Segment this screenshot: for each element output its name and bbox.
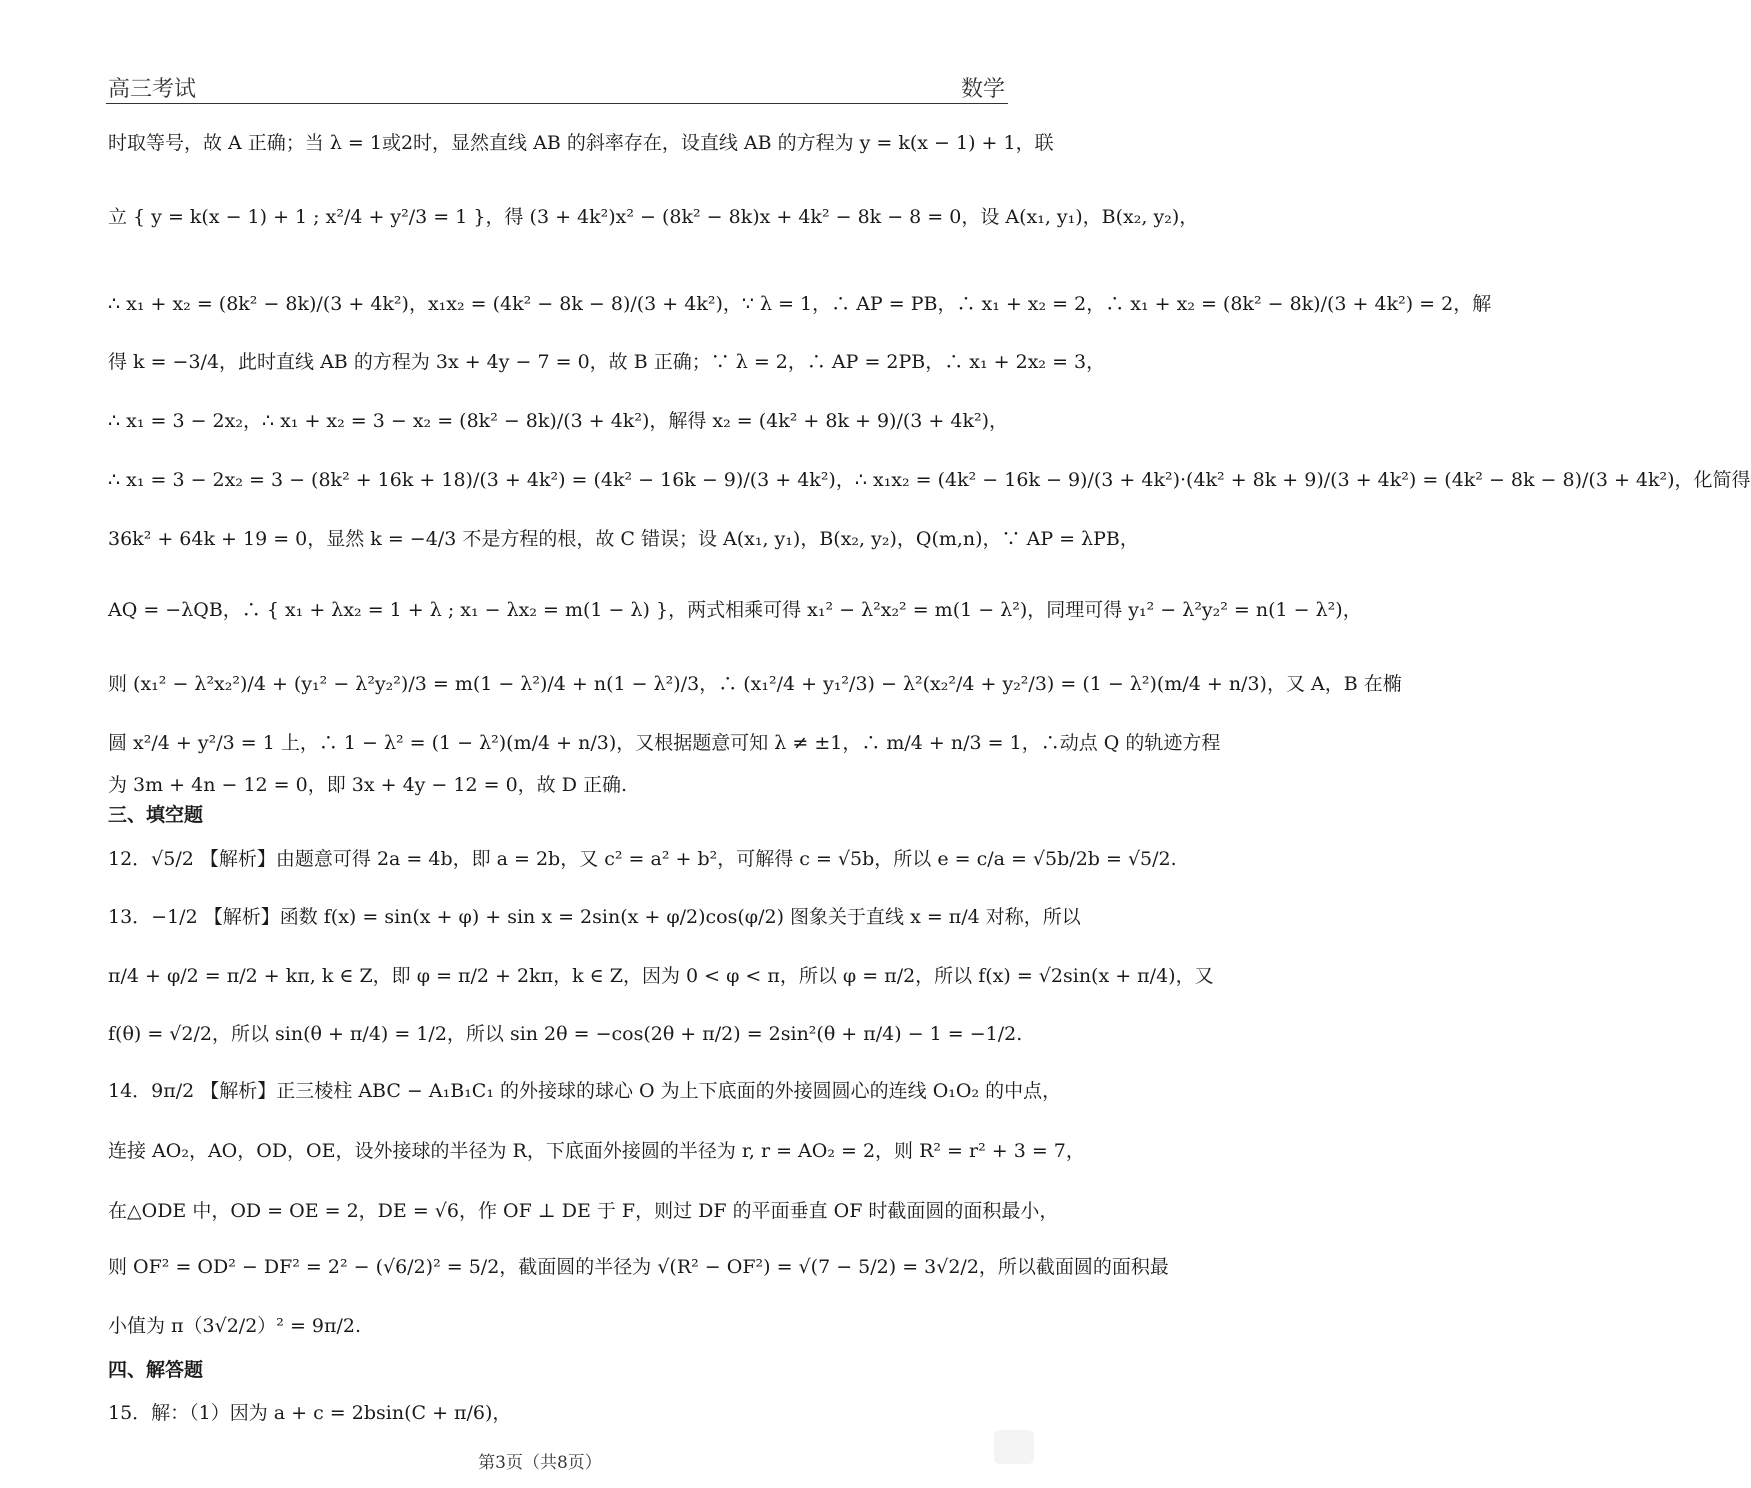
- page-number: 第3页（共8页）: [478, 1453, 602, 1473]
- text-line: 则 (x₁² − λ²x₂²)/4 + (y₁² − λ²y₂²)/3 = m(1 − λ²)/4 + n(1 − λ²)/3，∴ (x₁²/4 + y₁²/3) − λ²(x₂²/4 + y₂²/3) = (1 − λ²)(m/4 + n/3)，又 A，B 在椭: [108, 673, 1402, 695]
- question-14-line: 14．9π/2 【解析】正三棱柱 ABC − A₁B₁C₁ 的外接球的球心 O 为上下底面的外接圆圆心的连线 O₁O₂ 的中点，: [108, 1080, 1062, 1102]
- text-line: 为 3m + 4n − 12 = 0，即 3x + 4y − 12 = 0，故 D 正确.: [108, 774, 628, 796]
- header-subject-left: 高三考试: [108, 77, 197, 102]
- question-13-line: π/4 + φ/2 = π/2 + kπ, k ∈ Z，即 φ = π/2 + 2kπ，k ∈ Z，因为 0 < φ < π，所以 φ = π/2，所以 f(x) = √2sin(x + π/4)，又: [108, 965, 1214, 987]
- question-14-line: 在△ODE 中，OD = OE = 2，DE = √6，作 OF ⊥ DE 于 F，则过 DF 的平面垂直 OF 时截面圆的面积最小，: [108, 1200, 1059, 1222]
- text-line: 立 { y = k(x − 1) + 1 ; x²/4 + y²/3 = 1 }，得 (3 + 4k²)x² − (8k² − 8k)x + 4k² − 8k − 8 = 0，设 A(x₁, y₁)，B(x₂, y₂)，: [108, 206, 1199, 228]
- text-line: ∴ x₁ + x₂ = (8k² − 8k)/(3 + 4k²)，x₁x₂ = (4k² − 8k − 8)/(3 + 4k²)，∵ λ = 1，∴ AP = PB，∴ x₁ + x₂ = 2，∴ x₁ + x₂ = (8k² − 8k)/(3 + 4k²) = 2，解: [108, 293, 1492, 315]
- text-line: 时取等号，故 A 正确；当 λ = 1或2时，显然直线 AB 的斜率存在，设直线 AB 的方程为 y = k(x − 1) + 1，联: [108, 132, 1054, 154]
- question-14-line: 则 OF² = OD² − DF² = 2² − (√6/2)² = 5/2，截面圆的半径为 √(R² − OF²) = √(7 − 5/2) = 3√2/2，所以截面圆的面积最: [108, 1256, 1169, 1278]
- text-line: AQ = −λQB，∴ { x₁ + λx₂ = 1 + λ ; x₁ − λx₂ = m(1 − λ) }，两式相乘可得 x₁² − λ²x₂² = m(1 − λ²)，同理可得 y₁² − λ²y₂² = n(1 − λ²)，: [108, 599, 1362, 621]
- question-13-line: 13．−1/2 【解析】函数 f(x) = sin(x + φ) + sin x = 2sin(x + φ/2)cos(φ/2) 图象关于直线 x = π/4 对称，所以: [108, 906, 1081, 928]
- question-14-line: 连接 AO₂，AO，OD，OE，设外接球的半径为 R，下底面外接圆的半径为 r, r = AO₂ = 2，则 R² = r² + 3 = 7，: [108, 1140, 1085, 1162]
- question-12: 12．√5/2 【解析】由题意可得 2a = 4b，即 a = 2b，又 c² = a² + b²，可解得 c = √5b，所以 e = c/a = √5b/2b = √5/2.: [108, 848, 1177, 870]
- question-15: 15．解：（1）因为 a + c = 2bsin(C + π/6)，: [108, 1402, 512, 1424]
- watermark-icon: [994, 1430, 1034, 1464]
- text-line: 36k² + 64k + 19 = 0，显然 k = −4/3 不是方程的根，故 C 错误；设 A(x₁, y₁)，B(x₂, y₂)，Q(m,n)，∵ AP = λPB，: [108, 528, 1139, 550]
- text-line: ∴ x₁ = 3 − 2x₂，∴ x₁ + x₂ = 3 − x₂ = (8k² − 8k)/(3 + 4k²)，解得 x₂ = (4k² + 8k + 9)/(3 + 4k²)，: [108, 410, 1008, 432]
- question-13-line: f(θ) = √2/2，所以 sin(θ + π/4) = 1/2，所以 sin 2θ = −cos(2θ + π/2) = 2sin²(θ + π/4) − 1 = −1/2.: [108, 1023, 1023, 1045]
- header-subject-right: 数学: [960, 77, 1005, 102]
- text-line: 得 k = −3/4，此时直线 AB 的方程为 3x + 4y − 7 = 0，故 B 正确；∵ λ = 2，∴ AP = 2PB，∴ x₁ + 2x₂ = 3，: [108, 351, 1106, 373]
- section-title: 四、解答题: [108, 1359, 204, 1381]
- question-14-line: 小值为 π（3√2/2）² = 9π/2.: [108, 1315, 362, 1337]
- header-rule: [106, 103, 1008, 104]
- section-title: 三、填空题: [108, 804, 204, 826]
- text-line: ∴ x₁ = 3 − 2x₂ = 3 − (8k² + 16k + 18)/(3 + 4k²) = (4k² − 16k − 9)/(3 + 4k²)，∴ x₁x₂ = (4k² − 16k − 9)/(3 + 4k²)·(4k² + 8k + 9)/(3 + 4k²) = (4k² − 8k − 8)/(3 + 4k²)，化简得: [108, 469, 1751, 491]
- text-line: 圆 x²/4 + y²/3 = 1 上，∴ 1 − λ² = (1 − λ²)(m/4 + n/3)，又根据题意可知 λ ≠ ±1，∴ m/4 + n/3 = 1，∴动点 Q 的轨迹方程: [108, 732, 1221, 754]
